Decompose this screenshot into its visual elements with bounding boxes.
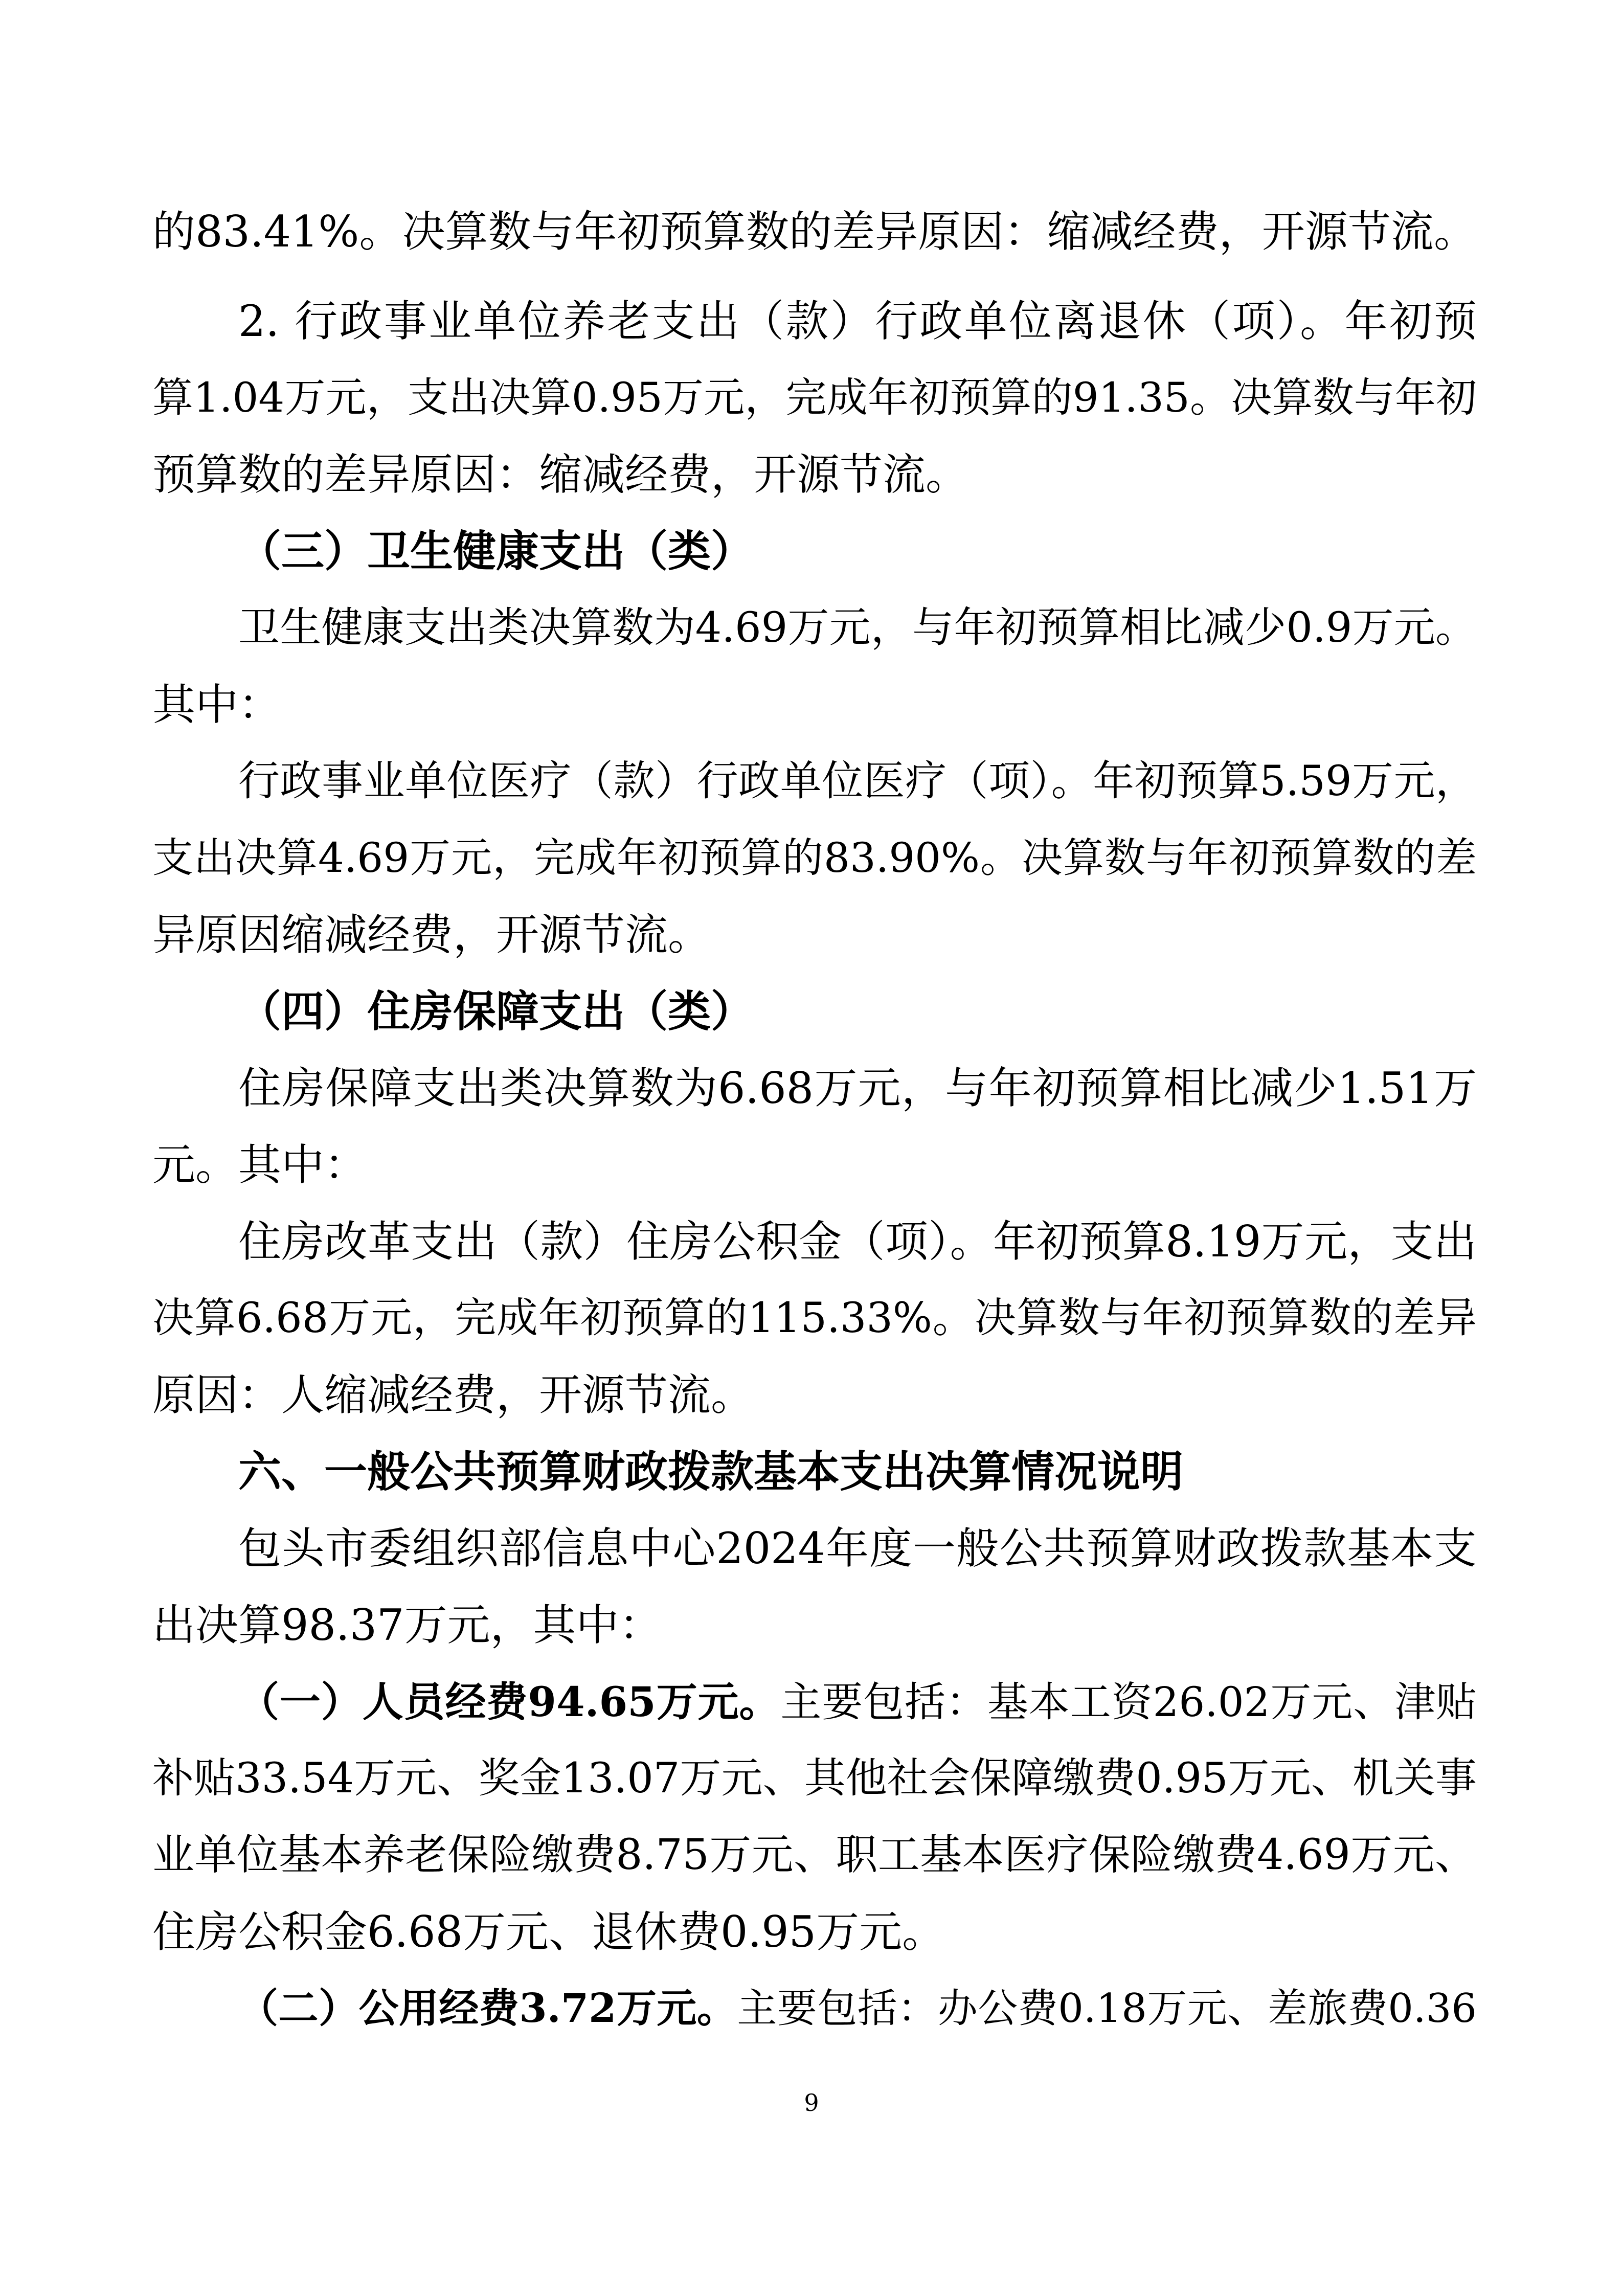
inline-bold-heading: （一）人员经费94.65万元。 bbox=[238, 1678, 781, 1726]
paragraph-line: 的83.41%。决算数与年初预算数的差异原因：缩减经费，开源节流。 bbox=[152, 207, 1477, 257]
paragraph-line: 元。其中： bbox=[152, 1140, 368, 1190]
paragraph-line: 业单位基本养老保险缴费8.75万元、职工基本医疗保险缴费4.69万元、 bbox=[152, 1831, 1477, 1879]
paragraph-line: 补贴33.54万元、奖金13.07万元、其他社会保障缴费0.95万元、机关事 bbox=[152, 1754, 1477, 1803]
paragraph-line: 决算6.68万元，完成年初预算的115.33%。决算数与年初预算数的差异 bbox=[152, 1294, 1477, 1342]
paragraph-line: 行政事业单位医疗（款）行政单位医疗（项）。年初预算5.59万元， bbox=[238, 757, 1477, 805]
paragraph-line: 住房保障支出类决算数为6.68万元，与年初预算相比减少1.51万 bbox=[238, 1063, 1477, 1113]
inline-bold-heading: （二）公用经费3.72万元。 bbox=[238, 1985, 737, 2032]
paragraph-line: 异原因缩减经费，开源节流。 bbox=[152, 910, 711, 960]
paragraph-line: 算1.04万元，支出决算0.95万元，完成年初预算的91.35。决算数与年初 bbox=[152, 374, 1477, 421]
paragraph-line: 原因：人缩减经费，开源节流。 bbox=[152, 1370, 754, 1420]
page-number: 9 bbox=[804, 2089, 819, 2117]
paragraph-line: 支出决算4.69万元，完成年初预算的83.90%。决算数与年初预算数的差 bbox=[152, 834, 1477, 882]
section-heading: （三）卫生健康支出（类） bbox=[238, 526, 754, 576]
paragraph-line: （二）公用经费3.72万元。主要包括：办公费0.18万元、差旅费0.36 bbox=[238, 1985, 1477, 2032]
paragraph-line: 2. 行政事业单位养老支出（款）行政单位离退休（项）。年初预 bbox=[238, 296, 1477, 346]
paragraph-line: 预算数的差异原因：缩减经费，开源节流。 bbox=[152, 449, 969, 500]
section-heading: （四）住房保障支出（类） bbox=[238, 986, 754, 1037]
paragraph-line: 住房公积金6.68万元、退休费0.95万元。 bbox=[152, 1907, 945, 1957]
paragraph-line: 包头市委组织部信息中心2024年度一般公共预算财政拨款基本支 bbox=[238, 1523, 1477, 1573]
paragraph-line: 住房改革支出（款）住房公积金（项）。年初预算8.19万元，支出 bbox=[238, 1217, 1477, 1267]
paragraph-line: 卫生健康支出类决算数为4.69万元，与年初预算相比减少0.9万元。 bbox=[238, 604, 1477, 652]
chapter-heading: 六、一般公共预算财政拨款基本支出决算情况说明 bbox=[238, 1446, 1184, 1497]
paragraph-line: 其中： bbox=[152, 680, 282, 730]
paragraph-line: 出决算98.37万元，其中： bbox=[152, 1600, 662, 1650]
paragraph-line: （一）人员经费94.65万元。主要包括：基本工资26.02万元、津贴 bbox=[238, 1678, 1477, 1726]
